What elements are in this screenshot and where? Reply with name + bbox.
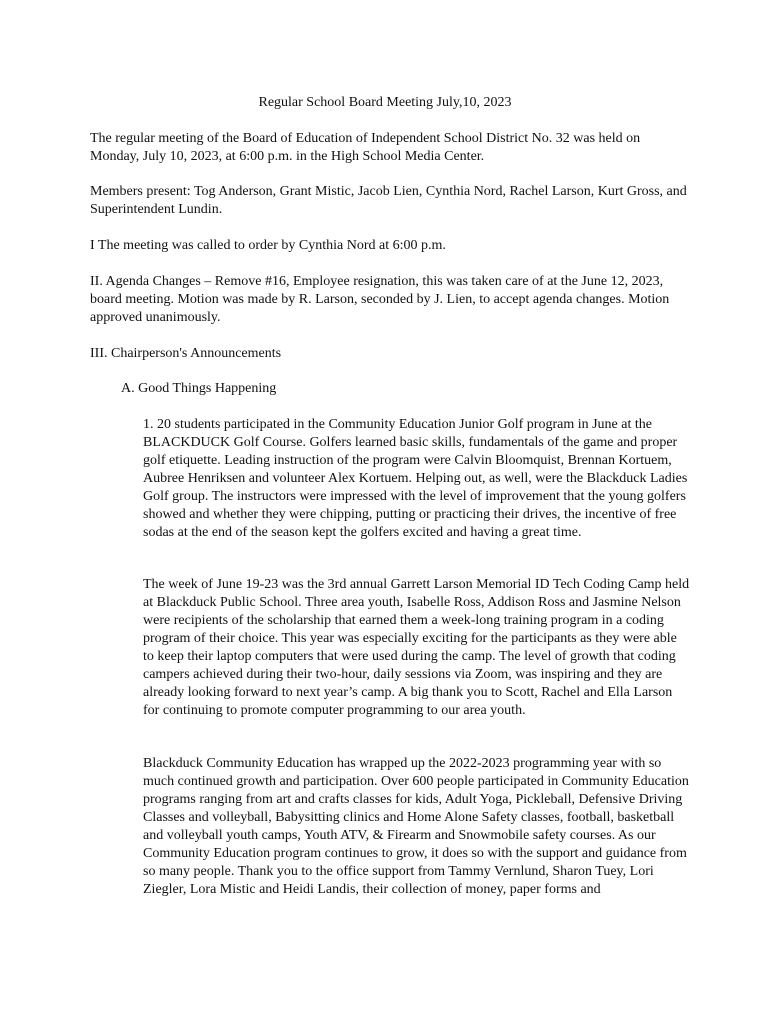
agenda-changes-item: II. Agenda Changes – Remove #16, Employee resignation, this was taken care of at the June 12, 2023, board meeting. Motion was made by R. Larson, seconded by J. Lien, to accept agenda changes. Motion approved unanimously. [90, 274, 670, 325]
coding-camp-paragraph: The week of June 19-23 was the 3rd annual Garrett Larson Memorial ID Tech Coding Camp held at Blackduck Public School. Three area youth, Isabelle Ross, Addison Ross and Jasmine Nelson were recipients of the scholarship that earned them a week-long training program in a coding program of their choice. This year was especially exciting for the participants as they were able to keep their laptop computers that were used during the camp. The level of growth that coding campers achieved during their two-hour, daily sessions via Zoom, was inspiring and they are already looking forward to next year’s camp. A big thank you to Scott, Rachel and Ella Larson for continuing to promote computer programming to our area youth. [143, 577, 690, 718]
good-things-happening-subheading: A. Good Things Happening [121, 381, 277, 396]
golf-program-paragraph: 1. 20 students participated in the Community Education Junior Golf program in June at the BLACKDUCK Golf Course. Golfers learned basic skills, fundamentals of the game and proper golf etiquette. Leading instruction of the program were Calvin Bloomquist, Brennan Kortuem, Aubree Henriksen and volunteer Alex Kortuem. Helping out, as well, were the Blackduck Ladies Golf group. The instructors were impressed with the level of improvement that the young golfers showed and whether they were chipping, putting or practicing their drives, the incentive of free sodas at the end of the season kept the golfers excited and having a great time. [143, 417, 688, 540]
call-to-order-item: I The meeting was called to order by Cynthia Nord at 6:00 p.m. [90, 238, 446, 253]
document-title: Regular School Board Meeting July,10, 2023 [258, 95, 512, 110]
intro-paragraph: The regular meeting of the Board of Education of Independent School District No. 32 was held on Monday, July 10, 2023, at 6:00 p.m. in the High School Media Center. [90, 131, 641, 164]
community-education-paragraph: Blackduck Community Education has wrapped up the 2022-2023 programming year with so much continued growth and participation. Over 600 people participated in Community Education programs ranging from art and crafts classes for kids, Adult Yoga, Pickleball, Defensive Driving Classes and volleyball, Babysitting clinics and Home Alone Safety classes, football, basketball and volleyball youth camps, Youth ATV, & Firearm and Snowmobile safety courses. As our Community Education program continues to grow, it does so with the support and guidance from so many people. Thank you to the office support from Tammy Vernlund, Sharon Tuey, Lori Ziegler, Lora Mistic and Heidi Landis, their collection of money, paper forms and [143, 756, 689, 897]
chairperson-announcements-heading: III. Chairperson's Announcements [90, 346, 282, 361]
members-present-paragraph: Members present: Tog Anderson, Grant Mistic, Jacob Lien, Cynthia Nord, Rachel Larson, Kurt Gross, and Superintendent Lundin. [90, 184, 687, 217]
